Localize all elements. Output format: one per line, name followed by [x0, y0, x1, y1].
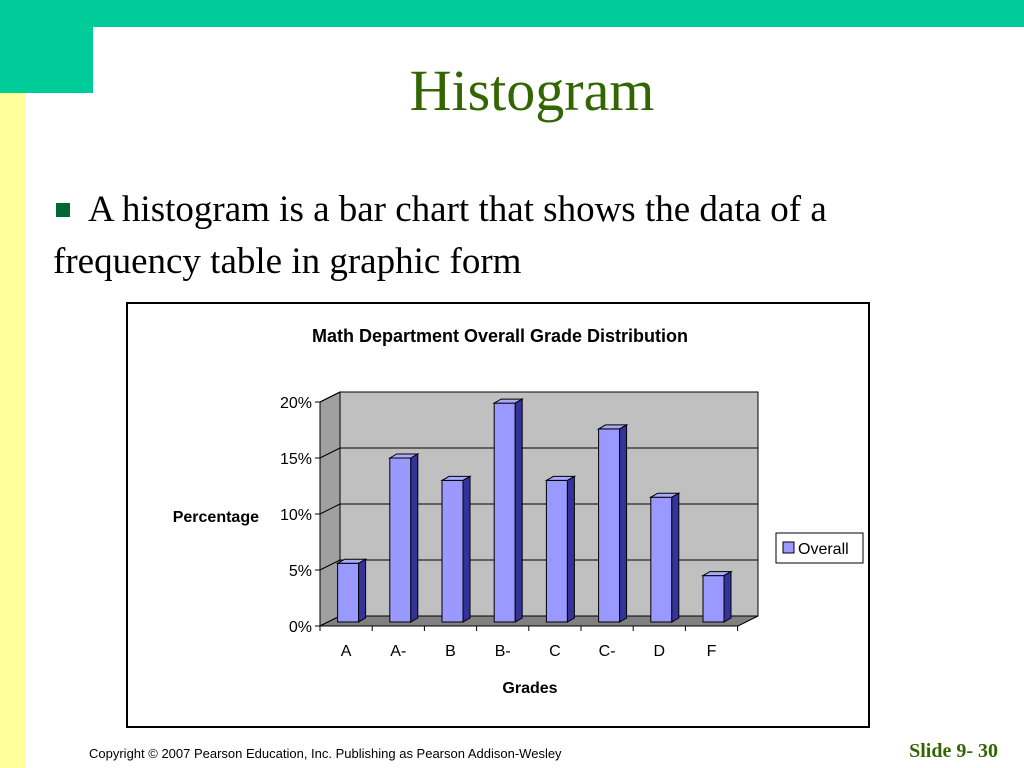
slide-title: Histogram — [409, 58, 655, 123]
y-tick-label: 10% — [279, 507, 312, 524]
y-tick-label: 0% — [288, 619, 312, 636]
chart-frame — [126, 302, 870, 728]
x-tick-label: B — [445, 643, 456, 660]
x-axis-label: Grades — [502, 680, 558, 697]
top-accent-bar — [0, 0, 1024, 27]
plot-floor — [320, 616, 758, 626]
x-tick-label: A- — [390, 643, 407, 660]
y-tick-label: 20% — [279, 395, 312, 412]
y-axis-label: Percentage — [172, 509, 259, 526]
bar-side — [724, 572, 731, 622]
bullet-text: A histogram is a bar chart that shows the data of a frequency table in graphic form — [53, 189, 827, 282]
y-tick-label: 15% — [279, 451, 312, 468]
bar — [599, 429, 620, 622]
chart-title: Math Department Overall Grade Distribution — [311, 326, 689, 346]
bar — [703, 576, 724, 622]
bar — [651, 497, 672, 622]
square-bullet-icon — [56, 203, 70, 217]
bar-side — [567, 476, 574, 622]
bullet-point — [53, 184, 953, 288]
bar-side — [463, 476, 470, 622]
bar — [494, 403, 515, 622]
bar — [442, 480, 463, 622]
x-tick-label: B- — [494, 643, 511, 660]
x-tick-label: C- — [598, 643, 616, 660]
bar-side — [515, 399, 522, 622]
bar — [338, 563, 359, 622]
y-tick-label: 5% — [288, 563, 312, 580]
bar-side — [620, 425, 627, 622]
legend-label: Overall — [798, 541, 849, 558]
bar — [390, 458, 411, 622]
grade-distribution-chart — [128, 304, 868, 726]
copyright-notice: Copyright © 2007 Pearson Education, Inc. Publishing as Pearson Addison-Wesley — [89, 746, 562, 761]
bar-side — [411, 454, 418, 622]
bar-side — [672, 493, 679, 622]
x-tick-label: C — [549, 643, 561, 660]
bar-side — [359, 559, 366, 622]
x-tick-label: F — [706, 643, 717, 660]
slide-number: Slide 9- 30 — [909, 740, 998, 762]
bar — [546, 480, 567, 622]
x-tick-label: D — [653, 643, 666, 660]
x-tick-label: A — [340, 643, 352, 660]
legend-swatch — [783, 542, 794, 553]
